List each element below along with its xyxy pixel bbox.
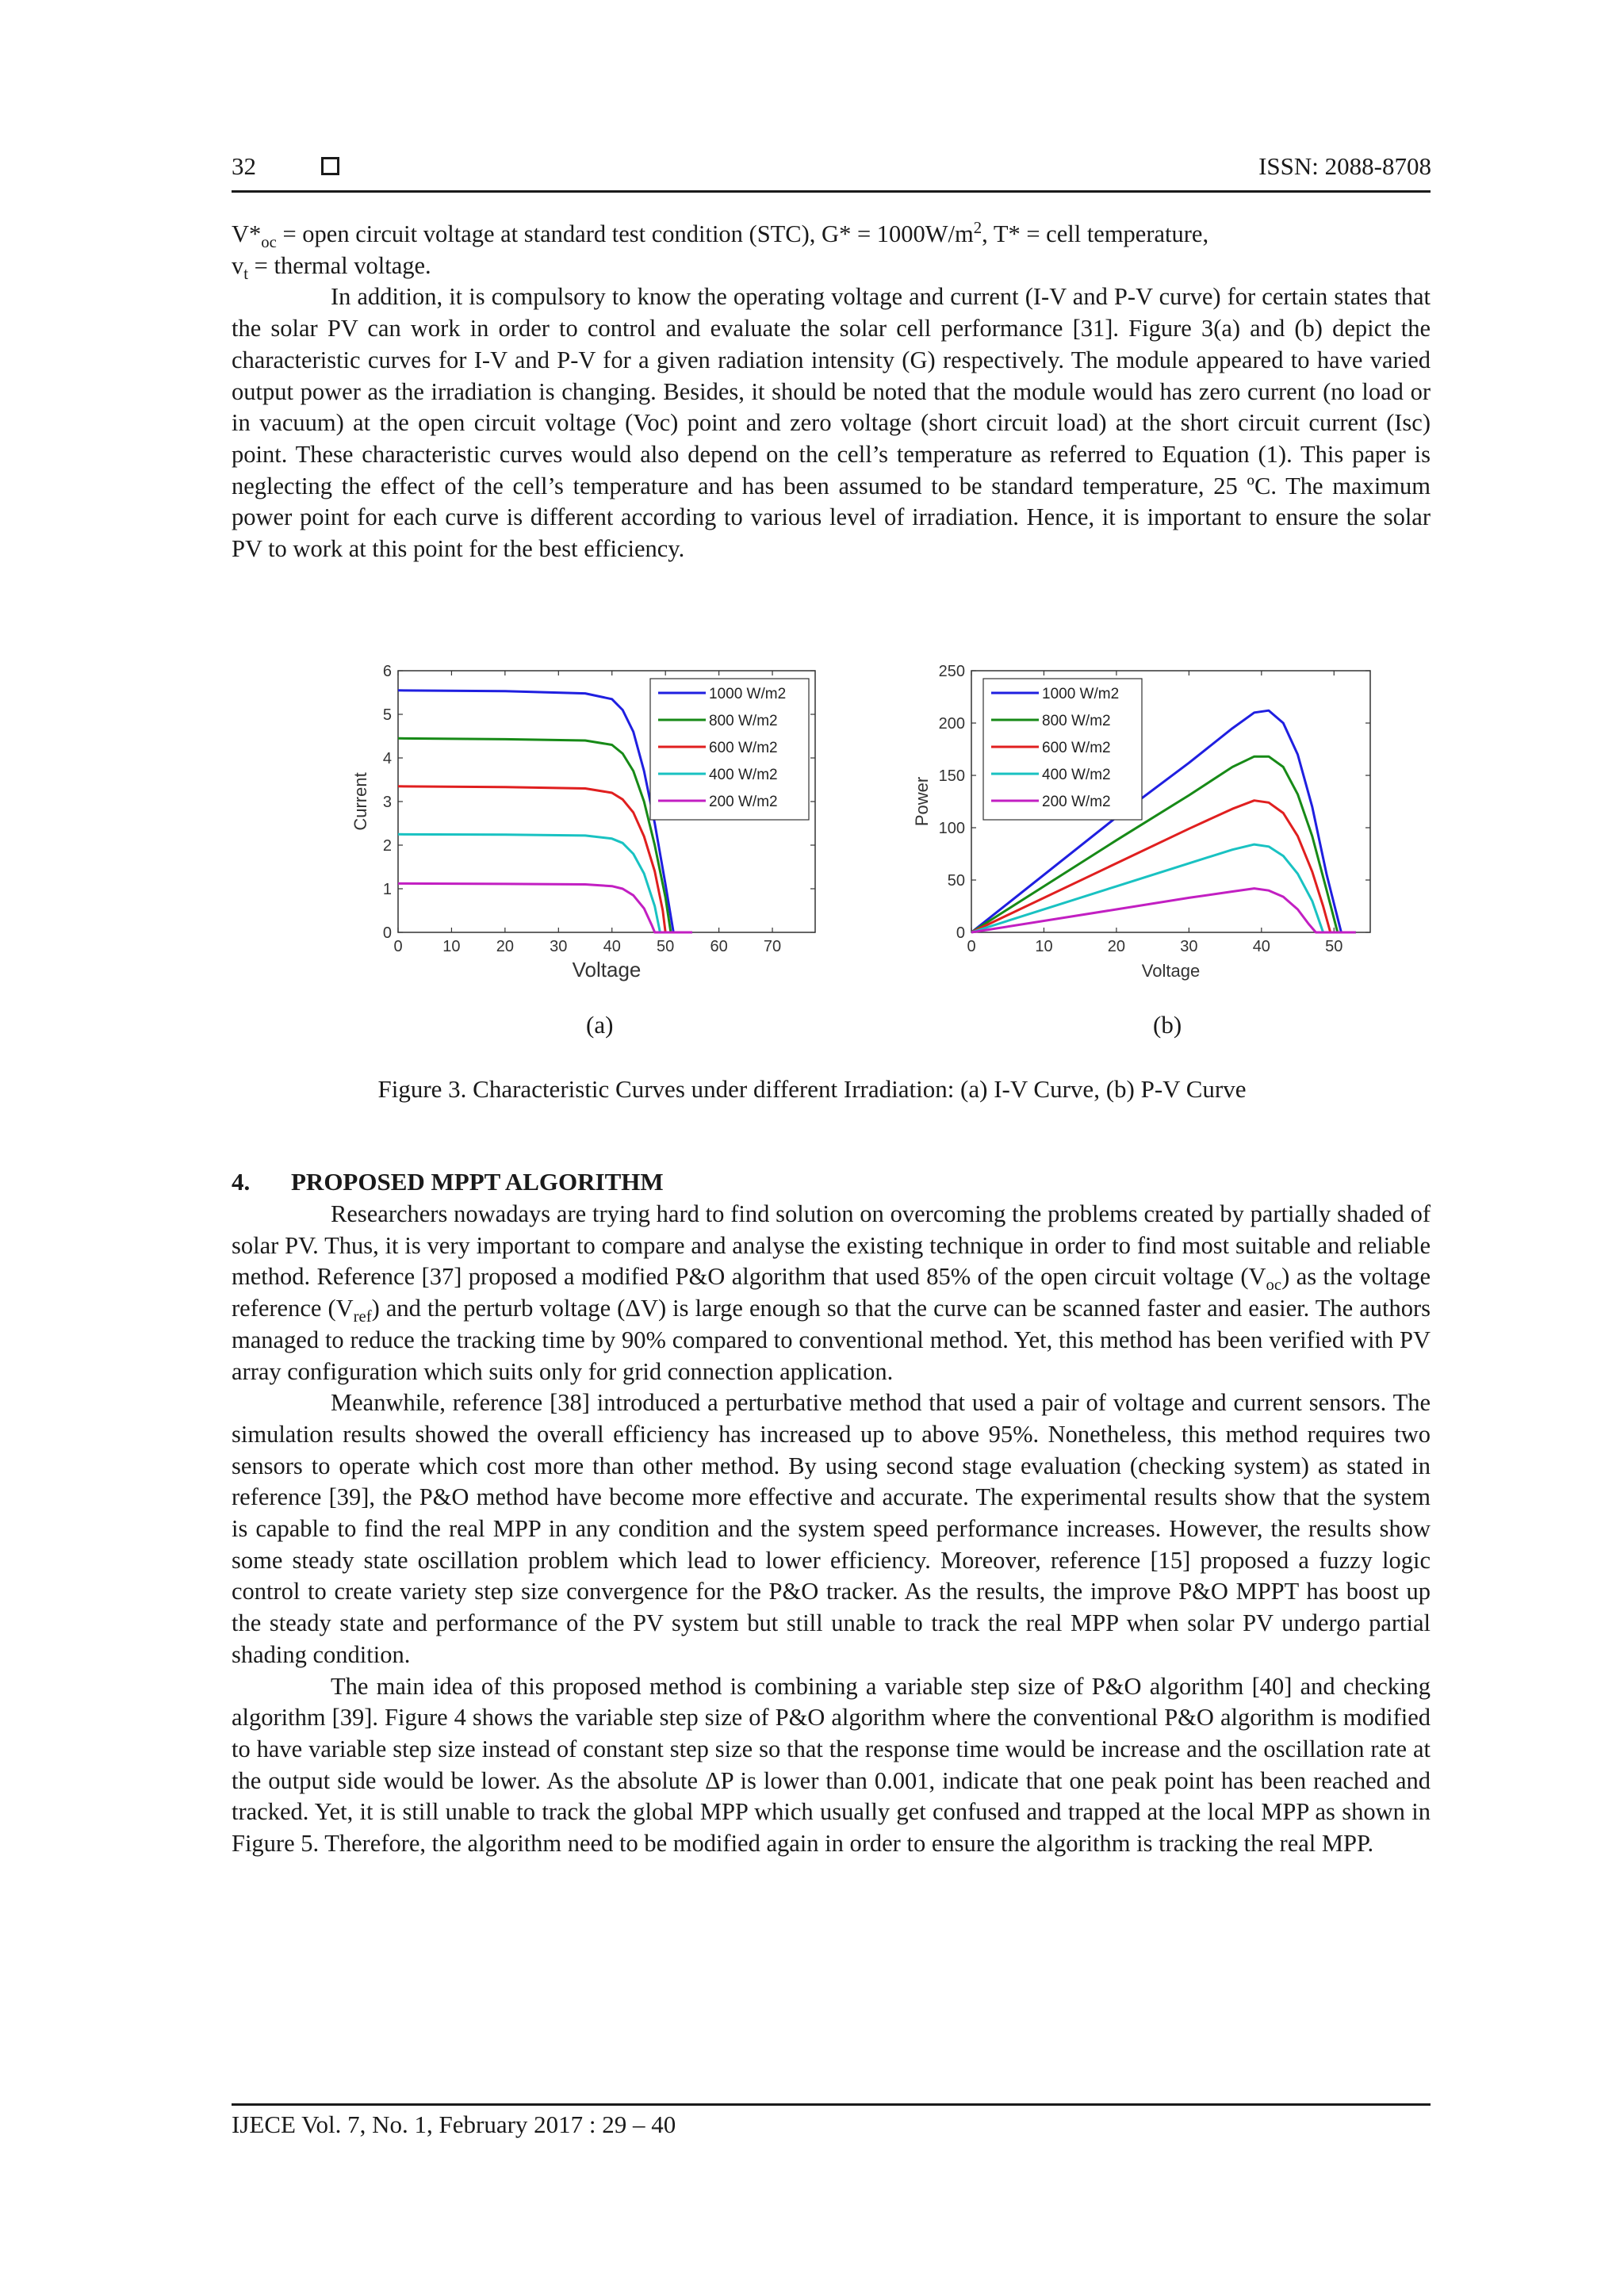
legend-entry: 1000 W/m2: [709, 686, 787, 702]
y-tick-label: 200: [938, 715, 965, 733]
header-box-icon: [321, 157, 339, 175]
footer-citation: IJECE Vol. 7, No. 1, February 2017 : 29 – 40: [232, 2110, 676, 2138]
definition-line-1: $V*_{oc}$ = open circuit voltage at standard test condition (STC), $G* = 1000W/m^2$, T* = cell temperature,: [232, 219, 1209, 252]
x-tick-label: 0: [393, 938, 403, 955]
y-axis-label: Current: [350, 772, 370, 831]
section-heading: [232, 1168, 664, 1196]
sublabel-b: (b): [1153, 1011, 1182, 1039]
footer-rule: [232, 2103, 1431, 2106]
x-tick-label: 0: [967, 938, 976, 955]
y-tick-label: 150: [938, 767, 965, 785]
pv-chart-svg: [904, 656, 1380, 989]
x-tick-label: 50: [657, 938, 675, 955]
x-tick-label: 30: [1180, 938, 1198, 955]
definition-line-2: $v_t$ = thermal voltage.: [232, 251, 431, 283]
legend-entry: 1000 W/m2: [1042, 686, 1120, 702]
x-axis-label: Voltage: [1141, 961, 1201, 981]
y-tick-label: 2: [382, 837, 392, 855]
section-paragraph-2: Meanwhile, reference [38] introduced a perturbative method that used a pair of voltage and current sensors. The simulation results showed the overall efficiency has increased up to above 95%. Nonetheless, this method requires two sensors to operate which cost more than other method. By using second stage evaluation (checking system) as stated in reference [39], the P&O method have become more effective and accurate. The experimental results show that the system is capable to find the real MPP in any condition and the system speed performance increases. However, the results show some steady state oscillation problem which lead to lower efficiency. Moreover, reference [15] proposed a fuzzy logic control to create variety step size convergence for the P&O tracker. As the results, the improve P&O MPPT has boost up the steady state and performance of the PV system but still unable to track the real MPP when solar PV undergo partial shading condition.: [232, 1389, 1431, 1668]
iv-chart-svg: [349, 656, 825, 989]
x-axis-label: Voltage: [572, 958, 642, 982]
header-rule: [232, 190, 1431, 193]
x-tick-label: 70: [763, 938, 782, 955]
legend-entry: 600 W/m2: [709, 740, 778, 756]
issn-label: ISSN: 2088-8708: [1258, 152, 1431, 180]
intro-paragraph: In addition, it is compulsory to know the operating voltage and current (I-V and P-V curve) for certain states that the solar PV can work in order to control and evaluate the solar cell performance [31]. Figure 3(a) and (b) depict the characteristic curves for I-V and P-V for a given radiation intensity (G) respectively. The module appeared to have varied output power as the irradiation is changing. Besides, it should be noted that the module would has zero current (no load or in vacuum) at the open circuit voltage (Voc) point and zero voltage (short circuit load) at the short circuit current (Isc) point. These characteristic curves would also depend on the cell’s temperature as referred to Equation (1). This paper is neglecting the effect of the cell’s temperature and has been assumed to be standard temperature, 25 ºC. The maximum power point for each curve is different according to various level of irradiation. Hence, it is important to ensure the solar PV to work at this point for the best efficiency.: [232, 283, 1431, 563]
y-tick-label: 250: [938, 663, 965, 680]
x-tick-label: 20: [1107, 938, 1126, 955]
x-tick-label: 10: [1035, 938, 1053, 955]
y-axis-label: Power: [912, 776, 932, 827]
sublabel-a: (a): [586, 1011, 614, 1039]
page-number: 32: [232, 152, 256, 180]
section-paragraph-1: Researchers nowadays are trying hard to find solution on overcoming the problems created by partially shaded of solar PV. Thus, it is very important to compare and analyse the existing technique in order to find most suitable and reliable method. Reference [37] proposed a modified P&O algorithm that used 85% of the open circuit voltage $(V_{oc})$ as the voltage reference $(V_{ref})$ and the perturb voltage (ΔV) is large enough so that the curve can be scanned faster and easier. The authors managed to reduce the tracking time by 90% compared to conventional method. Yet, this method has been verified with PV array configuration which suits only for grid connection application.: [232, 1200, 1431, 1385]
intro-text: [232, 219, 1431, 565]
legend-entry: 400 W/m2: [709, 767, 778, 783]
y-tick-label: 50: [947, 872, 965, 890]
legend-entry: 400 W/m2: [1042, 767, 1111, 783]
y-tick-label: 3: [382, 794, 392, 811]
section-number: 4.: [232, 1168, 251, 1196]
x-tick-label: 50: [1325, 938, 1343, 955]
y-tick-label: 1: [382, 881, 392, 898]
figure-iv-chart: [349, 656, 825, 989]
y-tick-label: 5: [382, 706, 392, 724]
figure-pv-chart: [904, 656, 1380, 989]
section-title: PROPOSED MPPT ALGORITHM: [291, 1168, 664, 1196]
y-tick-label: 0: [382, 924, 392, 942]
x-tick-label: 10: [442, 938, 461, 955]
y-tick-label: 6: [382, 663, 392, 680]
x-tick-label: 30: [550, 938, 568, 955]
y-tick-label: 4: [382, 750, 392, 767]
legend-entry: 200 W/m2: [1042, 794, 1111, 810]
x-tick-label: 60: [710, 938, 728, 955]
y-tick-label: 100: [938, 820, 965, 837]
y-tick-label: 0: [956, 924, 965, 942]
legend-entry: 600 W/m2: [1042, 740, 1111, 756]
x-tick-label: 40: [1252, 938, 1270, 955]
x-tick-label: 20: [496, 938, 514, 955]
legend-entry: 800 W/m2: [709, 713, 778, 729]
section-body: [232, 1199, 1431, 1860]
legend-entry: 800 W/m2: [1042, 713, 1111, 729]
figure-caption: Figure 3. Characteristic Curves under different Irradiation: (a) I-V Curve, (b) P-V Curve: [377, 1075, 1247, 1103]
x-tick-label: 40: [603, 938, 621, 955]
legend-entry: 200 W/m2: [709, 794, 778, 810]
section-paragraph-3: The main idea of this proposed method is combining a variable step size of P&O algorithm [40] and checking algorithm [39]. Figure 4 shows the variable step size of P&O algorithm where the conventional P&O algorithm is modified to have variable step size instead of constant step size so that the response time would be increase and the oscillation rate at the output side would be lower. As the absolute ΔP is lower than 0.001, indicate that one peak point has been reached and tracked. Yet, it is still unable to track the global MPP which usually get confused and trapped at the local MPP as shown in Figure 5. Therefore, the algorithm need to be modified again in order to ensure the algorithm is tracking the real MPP.: [232, 1672, 1431, 1858]
